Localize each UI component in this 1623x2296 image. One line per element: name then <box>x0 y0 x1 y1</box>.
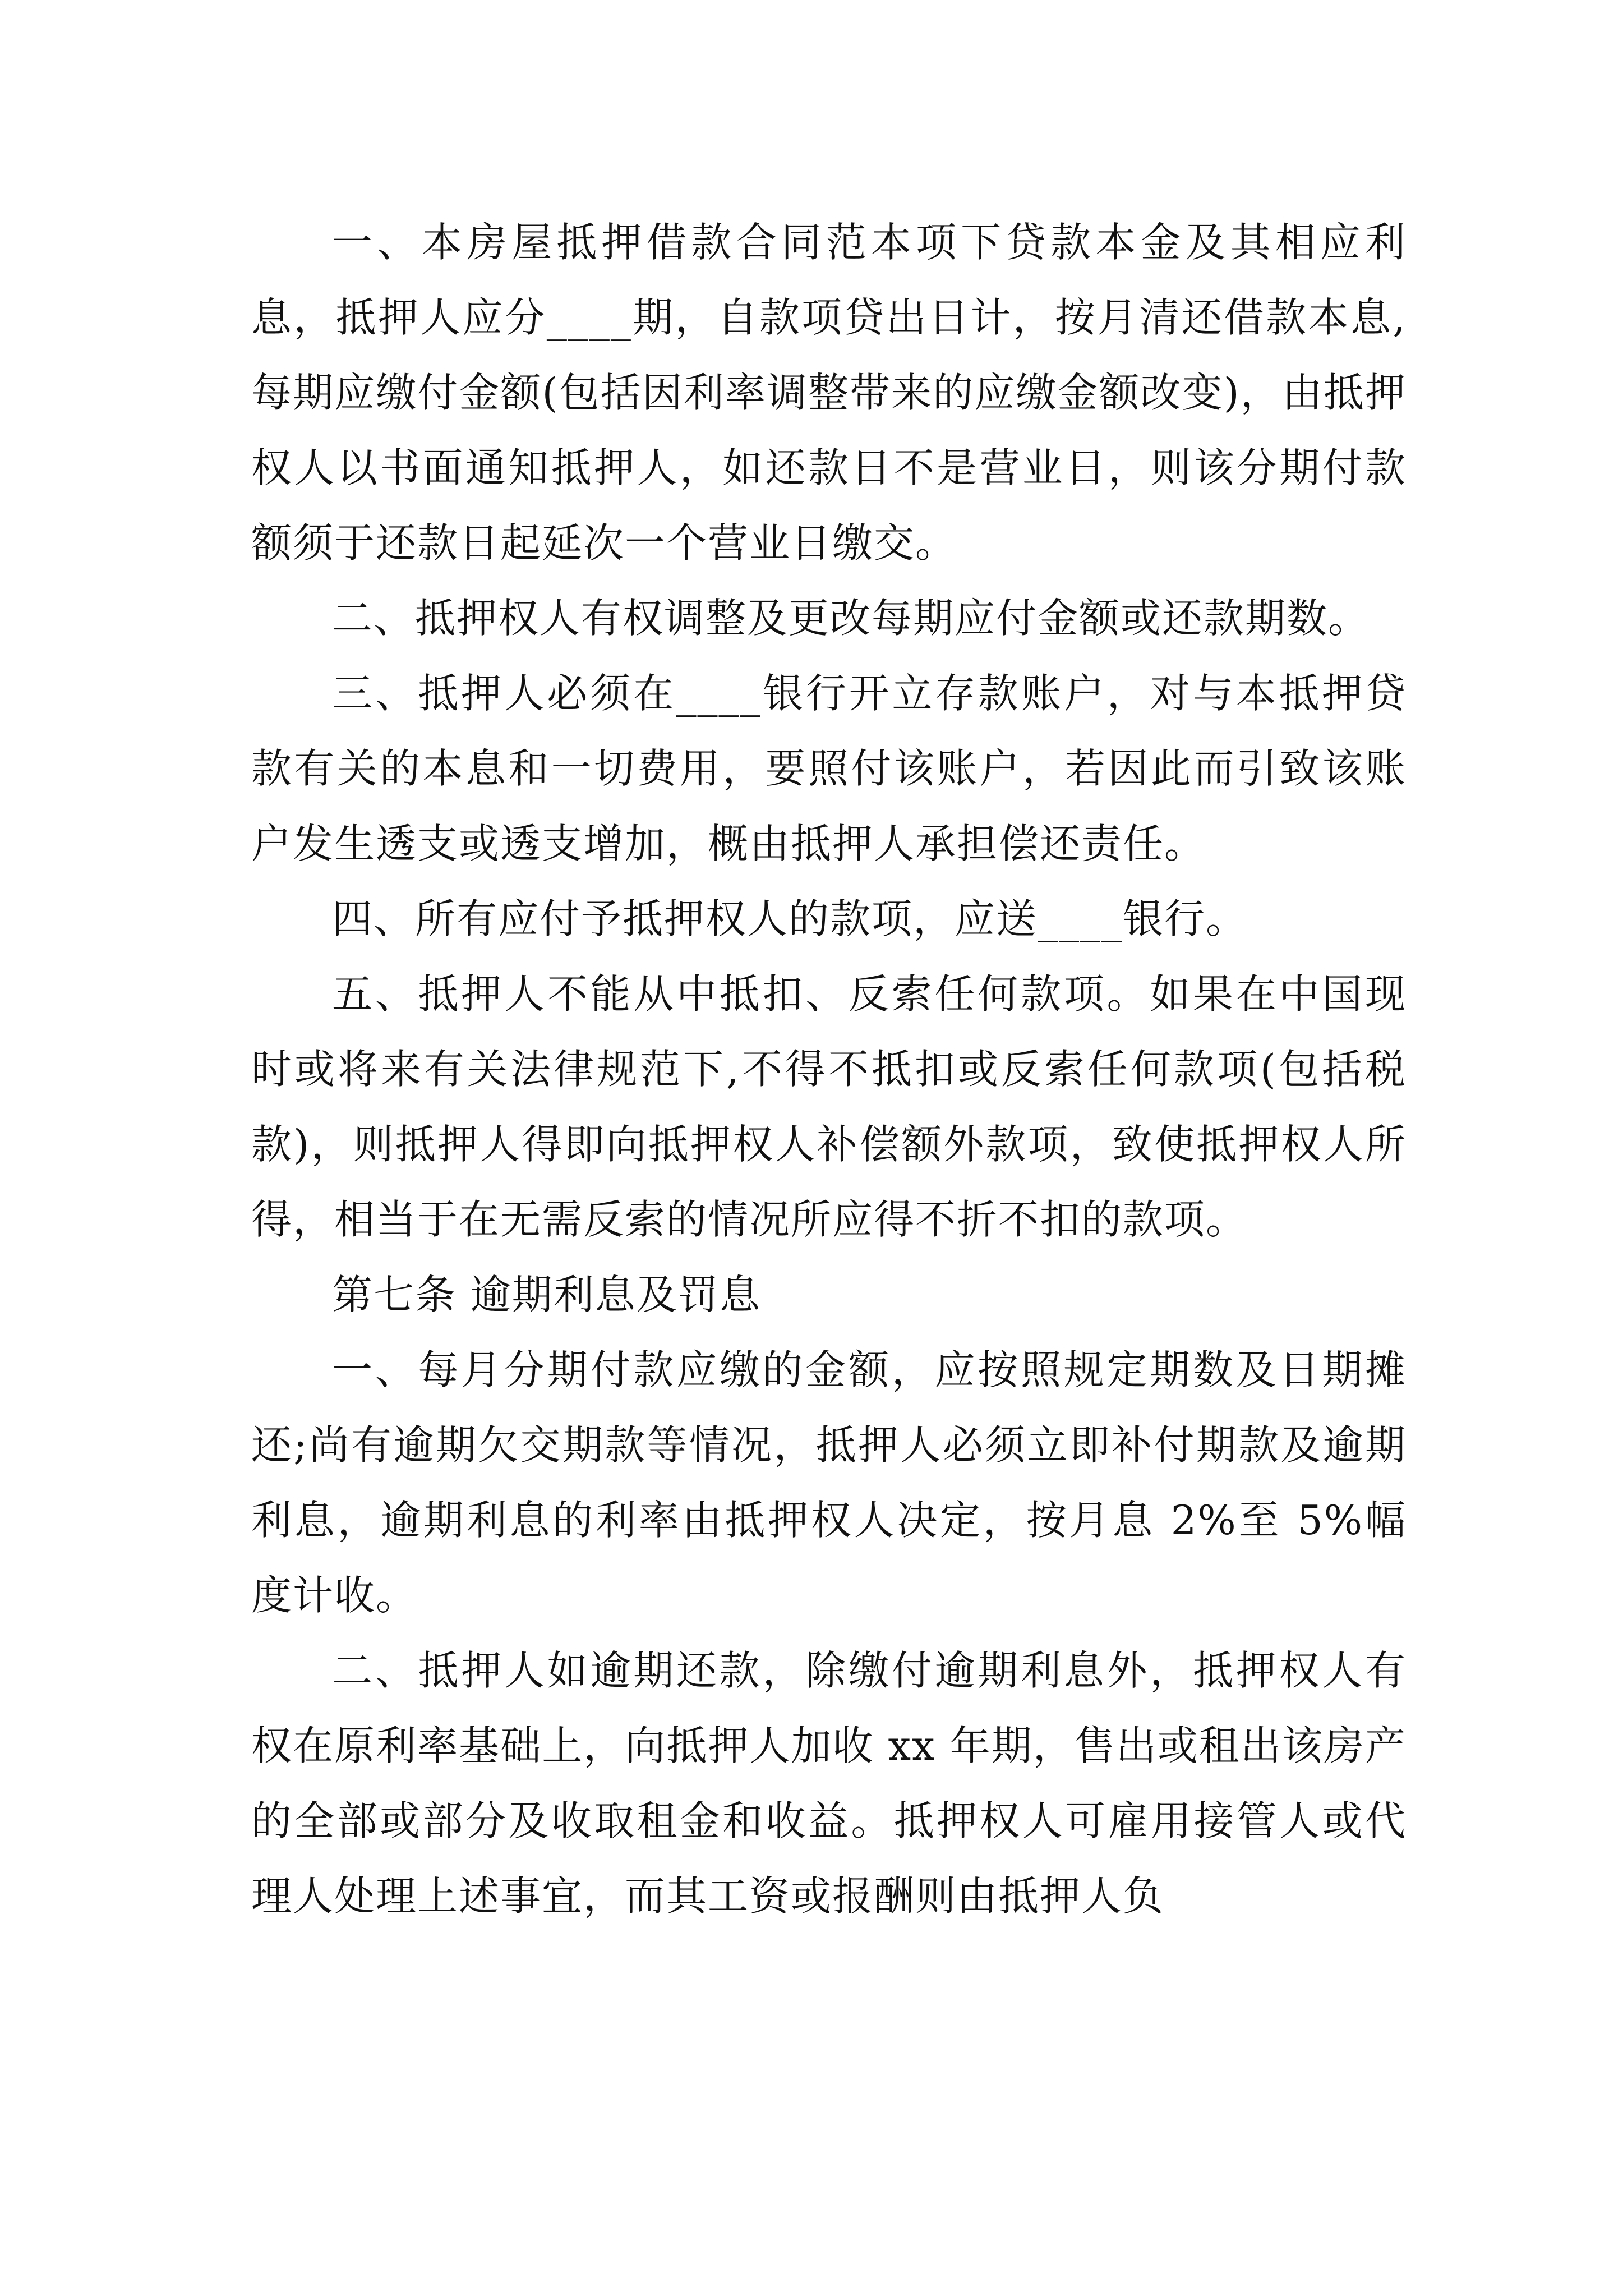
paragraph-adjust-installments: 二、抵押权人有权调整及更改每期应付金额或还款期数。 <box>332 595 1370 642</box>
paragraph-overdue-interest: 一、每月分期付款应缴的金额，应按照规定期数及日期摊还;尚有逾期欠交期款等情况，抵押人必须立即补付期款及逾期利息，逾期利息的利率由抵押权人决定，按月息 2%至 5%幅度计收。 <box>251 1346 1407 1619</box>
paragraph-payment-bank: 四、所有应付予抵押权人的款项，应送____银行。 <box>332 895 1248 942</box>
paragraph-no-deduction: 五、抵押人不能从中抵扣、反索任何款项。如果在中国现时或将来有关法律规范下,不得不抵扣或反索任何款项(包括税款)，则抵押人得即向抵押权人补偿额外款项，致使抵押权人所得，相当于在无需反索的情况所应得不折不扣的款项。 <box>251 970 1407 1243</box>
paragraph-repayment-installments: 一、本房屋抵押借款合同范本项下贷款本金及其相应利息，抵押人应分____期，自款项贷出日计，按月清还借款本息,每期应缴付金额(包括因利率调整带来的应缴金额改变)，由抵押权人以书面通知抵押人，如还款日不是营业日，则该分期付款额须于还款日起延次一个营业日缴交。 <box>251 219 1407 567</box>
document-page <box>251 205 1407 1934</box>
article-heading: 第七条 逾期利息及罚息 <box>332 1271 761 1318</box>
paragraph-deposit-account: 三、抵押人必须在____银行开立存款账户，对与本抵押贷款有关的本息和一切费用，要照付该账户，若因此而引致该账户发生透支或透支增加，概由抵押人承担偿还责任。 <box>251 670 1407 867</box>
paragraph-overdue-penalty: 二、抵押人如逾期还款，除缴付逾期利息外，抵押权人有权在原利率基础上，向抵押人加收 xx 年期，售出或租出该房产的全部或部分及收取租金和收益。抵押权人可雇用接管人或代理人处理上述事宜，而其工资或报酬则由抵押人负 <box>251 1647 1407 1920</box>
